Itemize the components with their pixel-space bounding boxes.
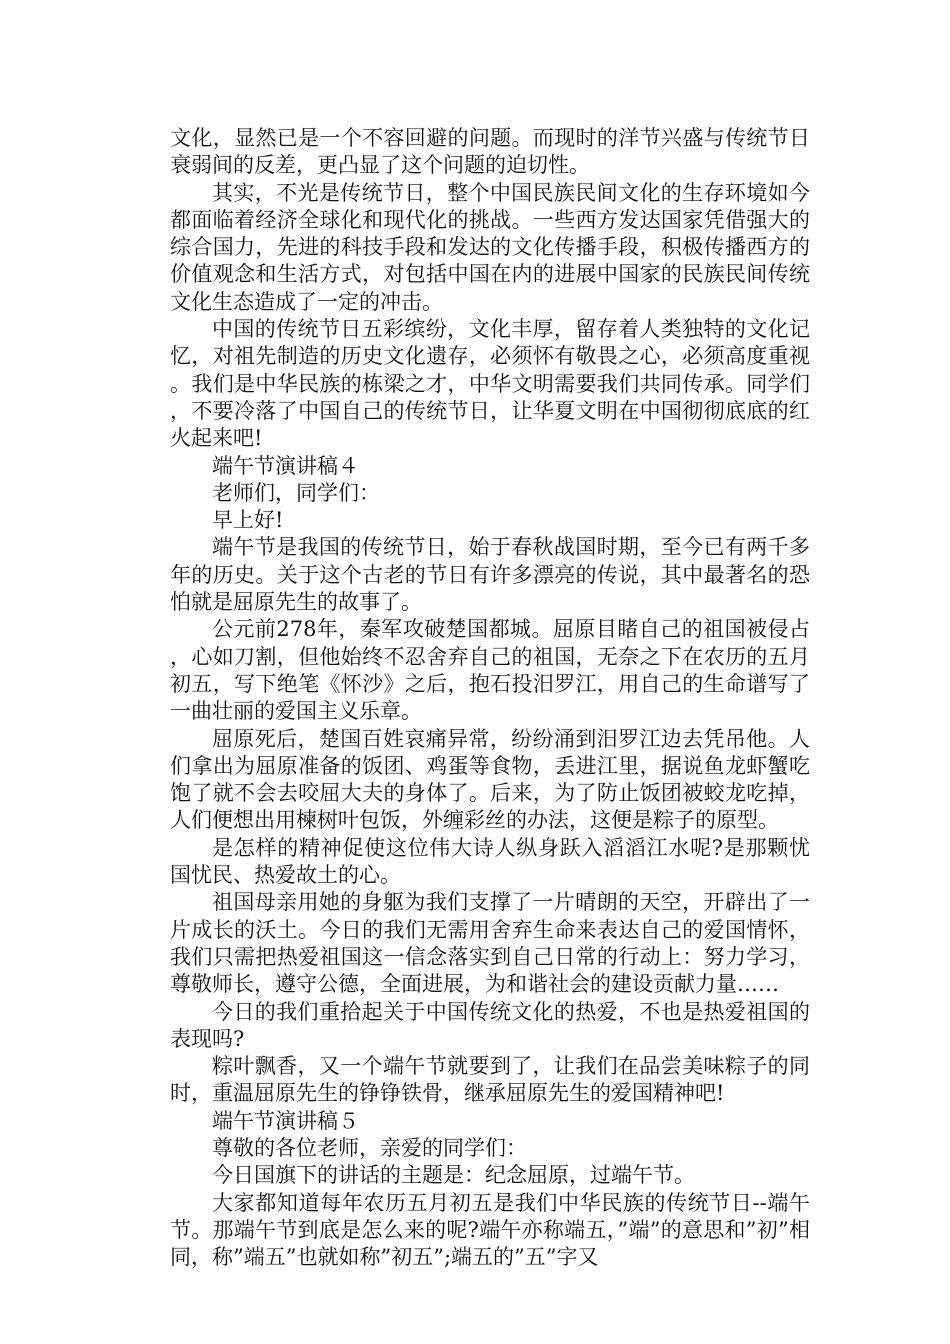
paragraph: 屈原死后，楚国百姓哀痛异常，纷纷涌到汨罗江边去凭吊他。人们拿出为屈原准备的饭团、鸡蛋等食物，丢进江里，据说鱼龙虾蟹吃饱了就不会去咬屈大夫的身体了。后来，为了防止饭团被蛟龙吃掉，人们便想出用楝树叶包饭，外缠彩丝的办法，这便是粽子的原型。 — [170, 726, 810, 833]
paragraph: 祖国母亲用她的身躯为我们支撑了一片晴朗的天空，开辟出了一片成长的沃土。今日的我们无需用舍弃生命来表达自己的爱国情怀，我们只需把热爱祖国这一信念落实到自己日常的行动上：努力学习，尊敬师长，遵守公德，全面进展，为和谐社会的建设贡献力量…… — [170, 890, 810, 997]
paragraph: 今日国旗下的讲话的主题是：纪念屈原，过端午节。 — [212, 1163, 695, 1188]
paragraph: 公元前278年，秦军攻破楚国都城。屈原目睹自己的祖国被侵占，心如刀割，但他始终不忍舍弃自己的祖国，无奈之下在农历的五月初五，写下绝笔《怀沙》之后，抱石投汨罗江，用自己的生命谱写了一曲壮丽的爱国主义乐章。 — [170, 617, 810, 724]
paragraph: 尊敬的各位老师，亲爱的同学们： — [212, 1135, 527, 1160]
section-heading: 端午节演讲稿４ — [212, 453, 359, 478]
paragraph: 是怎样的精神促使这位伟大诗人纵身跃入滔滔江水呢?是那颗忧国忧民、热爱故土的心。 — [170, 835, 810, 888]
paragraph: 端午节是我国的传统节日，始于春秋战国时期，至今已有两千多年的历史。关于这个古老的节日有许多漂亮的传说，其中最著名的恐怕就是屈原先生的故事了。 — [170, 535, 810, 615]
paragraph: 粽叶飘香，又一个端午节就要到了，让我们在品尝美味粽子的同时，重温屈原先生的铮铮铁骨，继承屈原先生的爱国精神吧! — [170, 1054, 810, 1106]
paragraph: 今日的我们重拾起关于中国传统文化的热爱，不也是热爱祖国的表现吗? — [170, 999, 810, 1051]
paragraph: 其实，不光是传统节日，整个中国民族民间文化的生存环境如今都面临着经济全球化和现代化的挑战。一些西方发达国家凭借强大的综合国力，先进的科技手段和发达的文化传播手段，积极传播西方的价值观念和生活方式，对包括中国在内的进展中国家的民族民间传统文化生态造成了一定的冲击。 — [170, 180, 810, 314]
paragraph: 早上好! — [212, 508, 284, 533]
section-heading: 端午节演讲稿５ — [212, 1108, 359, 1133]
paragraph: 中国的传统节日五彩缤纷，文化丰厚，留存着人类独特的文化记忆，对祖先制造的历史文化遗存，必须怀有敬畏之心，必须高度重视。我们是中华民族的栋梁之才，中华文明需要我们共同传承。同学们，不要冷落了中国自己的传统节日，让华夏文明在中国彻彻底底的红火起来吧! — [170, 317, 810, 451]
paragraph: 大家都知道每年农历五月初五是我们中华民族的传统节日--端午节。那端午节到底是怎么来的呢?端午亦称端五，”端”的意思和”初”相同，称”端五”也就如称”初五”;端五的”五”字又 — [170, 1190, 810, 1270]
paragraph: 文化，显然已是一个不容回避的问题。而现时的洋节兴盛与传统节日衰弱间的反差，更凸显了这个问题的迫切性。 — [170, 126, 810, 178]
document-body — [170, 125, 810, 1271]
paragraph: 老师们，同学们： — [212, 480, 380, 505]
